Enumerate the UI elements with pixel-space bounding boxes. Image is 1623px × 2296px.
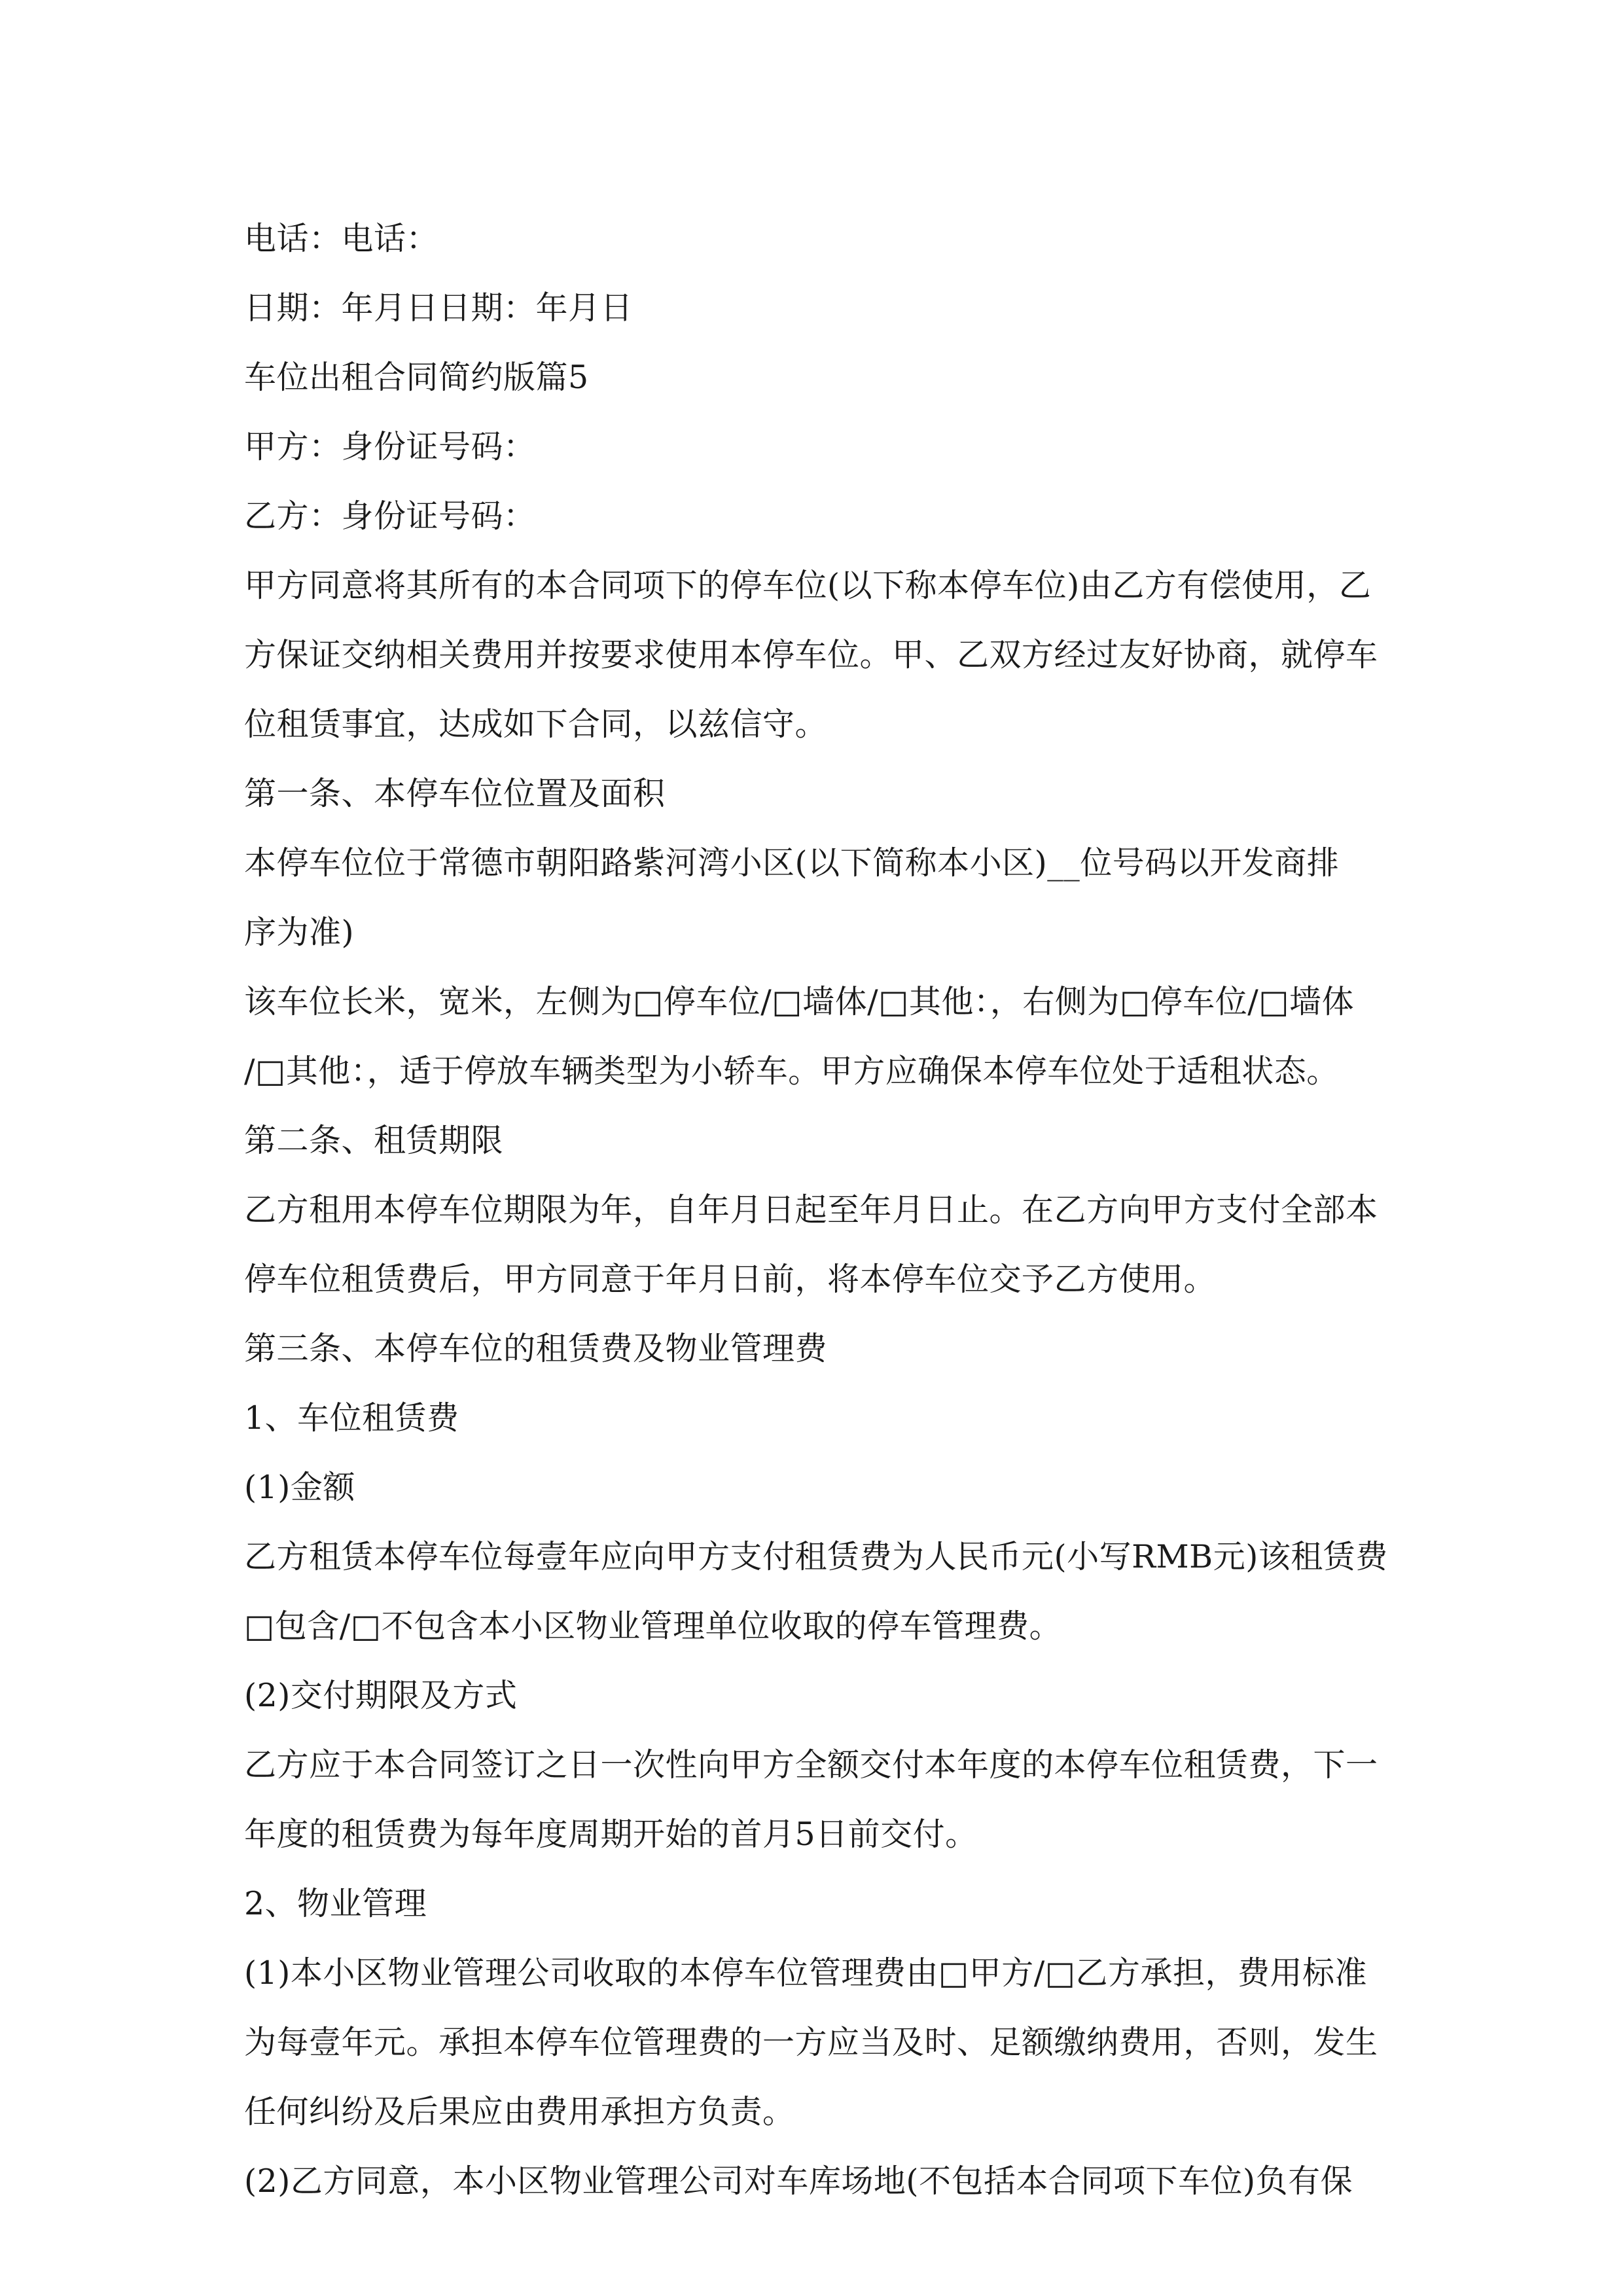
document-body (244, 204, 1388, 2216)
subsection-heading: (2)交付期限及方式 (244, 1677, 518, 1714)
text-line: 甲方同意将其所有的本合同项下的停车位(以下称本停车位)由乙方有偿使用，乙 (244, 567, 1372, 604)
text-line: 乙方租赁本停车位每壹年应向甲方支付租赁费为人民币元(小写RMB元)该租赁费 (244, 1538, 1388, 1575)
section-title: 车位出租合同简约版篇5 (244, 359, 589, 396)
article-heading: 第二条、租赁期限 (244, 1122, 504, 1159)
subsection-heading: 1、车位租赁费 (244, 1399, 459, 1437)
text-line: 本停车位位于常德市朝阳路紫河湾小区(以下简称本小区)__位号码以开发商排 (244, 844, 1340, 882)
text-line: 年度的租赁费为每年度周期开始的首月5日前交付。 (244, 1816, 978, 1853)
text-line: (2)乙方同意，本小区物业管理公司对车库场地(不包括本合同项下车位)负有保 (244, 2162, 1353, 2200)
text-line: 乙方租用本停车位期限为年，自年月日起至年月日止。在乙方向甲方支付全部本 (244, 1191, 1378, 1229)
phone-line: 电话：电话： (244, 220, 439, 257)
text-line: (1)本小区物业管理公司收取的本停车位管理费由□甲方/□乙方承担，费用标准 (244, 1954, 1368, 1992)
text-line: 任何纠纷及后果应由费用承担方负责。 (244, 2093, 795, 2130)
text-line: 停车位租赁费后，甲方同意于年月日前，将本停车位交予乙方使用。 (244, 1261, 1217, 1298)
date-line: 日期：年月日日期：年月日 (244, 289, 633, 327)
article-heading: 第三条、本停车位的租赁费及物业管理费 (244, 1330, 828, 1367)
text-line: 该车位长米，宽米，左侧为□停车位/□墙体/□其他：，右侧为□停车位/□墙体 (244, 983, 1355, 1020)
text-line: 序为准) (244, 914, 355, 951)
text-line: /□其他：，适于停放车辆类型为小轿车。甲方应确保本停车位处于适租状态。 (244, 1052, 1339, 1090)
subsection-heading: (1)金额 (244, 1469, 355, 1506)
text-line: 方保证交纳相关费用并按要求使用本停车位。甲、乙双方经过友好协商，就停车 (244, 636, 1378, 673)
text-line: 为每壹年元。承担本停车位管理费的一方应当及时、足额缴纳费用，否则，发生 (244, 2024, 1378, 2061)
article-heading: 第一条、本停车位位置及面积 (244, 775, 666, 812)
party-b-line: 乙方：身份证号码： (244, 497, 536, 535)
text-line: 乙方应于本合同签订之日一次性向甲方全额交付本年度的本停车位租赁费，下一 (244, 1746, 1378, 1784)
text-line: □包含/□不包含本小区物业管理单位收取的停车管理费。 (244, 1607, 1062, 1645)
text-line: 位租赁事宜，达成如下合同，以兹信守。 (244, 706, 828, 743)
subsection-heading: 2、物业管理 (244, 1885, 427, 1922)
party-a-line: 甲方：身份证号码： (244, 428, 536, 465)
